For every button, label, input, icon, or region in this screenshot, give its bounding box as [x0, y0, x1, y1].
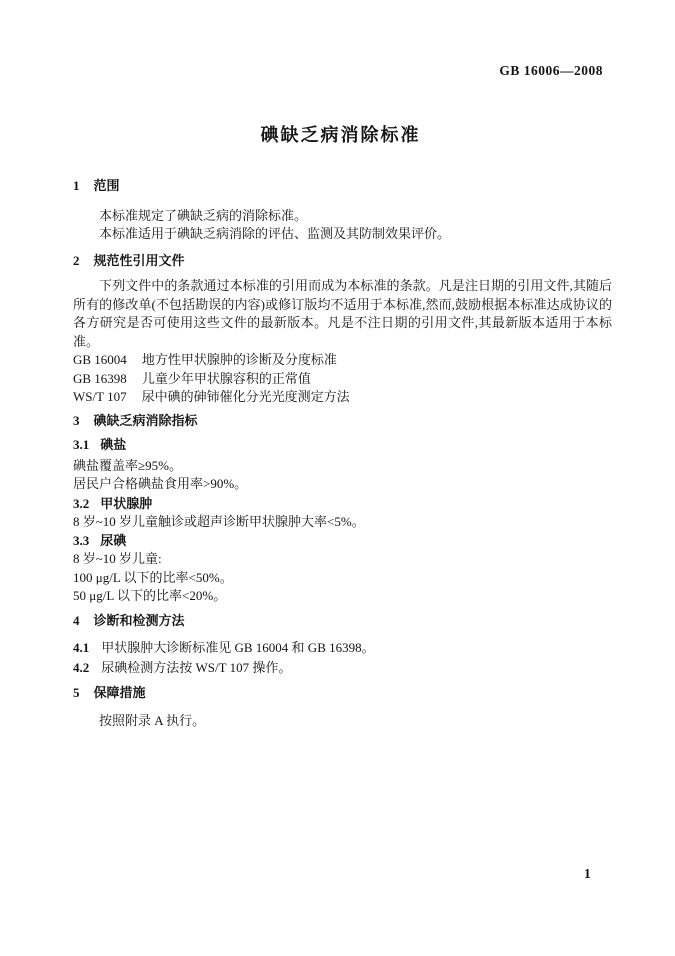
section-title: 保障措施: [93, 685, 146, 700]
subsection-3-1-heading: [73, 436, 612, 455]
section-number: 3: [73, 412, 80, 428]
standard-number: GB 16006—2008: [499, 63, 603, 78]
indicator-line: 居民户合格碘盐食用率>90%。: [73, 476, 248, 491]
indicator-line: 碘盐覆盖率≥95%。: [73, 457, 182, 473]
section-title: 碘缺乏病消除指标: [93, 412, 198, 428]
subsection-3-2-heading: [73, 495, 612, 514]
reference-code: WS/T 107: [73, 389, 127, 404]
subsection-title: 尿碘: [100, 532, 127, 548]
document-body: [73, 177, 612, 730]
subsection-number: 3.1: [73, 437, 90, 452]
paragraph: 按照附录 A 执行。: [99, 712, 206, 728]
section-number: 1: [73, 178, 80, 193]
reference-item: [73, 388, 612, 407]
reference-code: GB 16398: [73, 370, 127, 386]
clause: [73, 639, 612, 658]
indicator-line: 50 μg/L 以下的比率<20%。: [73, 588, 227, 603]
reference-code: GB 16004: [73, 352, 127, 367]
section-number: 2: [73, 252, 80, 268]
section-title: 规范性引用文件: [93, 252, 185, 268]
subsection-3-3-heading: [73, 532, 612, 551]
reference-name: 尿中碘的砷铈催化分光光度测定方法: [141, 389, 350, 404]
reference-name: 儿童少年甲状腺容积的正常值: [141, 370, 311, 386]
paragraph: 下列文件中的条款通过本标准的引用而成为本标准的条款。凡是注日期的引用文件,其随后所有的修改单(不包括勘误的内容)或修订版均不适用于本标准,然而,鼓励根据本标准达成协议的各方研究是否可使用这些文件的最新版本。凡是不注日期的引用文件,其最新版本适用于本标准。: [73, 278, 612, 349]
subsection-title: 碘盐: [100, 437, 127, 452]
page-number: 1: [584, 866, 591, 881]
paragraph: 本标准规定了碘缺乏病的消除标准。: [99, 207, 308, 223]
clause-number: 4.1: [73, 640, 90, 655]
document-title: 碘缺乏病消除标准: [260, 125, 421, 145]
section-2-heading: [73, 252, 612, 271]
subsection-number: 3.2: [73, 495, 90, 511]
subsection-number: 3.3: [73, 532, 90, 548]
section-5-heading: [73, 684, 612, 703]
paragraph: 本标准适用于碘缺乏病消除的评估、监测及其防制效果评价。: [99, 226, 451, 241]
subsection-title: 甲状腺肿: [100, 495, 153, 511]
section-4-heading: [73, 612, 612, 631]
section-number: 5: [73, 685, 80, 700]
indicator-line: 100 μg/L 以下的比率<50%。: [73, 569, 233, 585]
clause: [73, 659, 612, 678]
clause-text: 甲状腺肿大诊断标准见 GB 16004 和 GB 16398。: [101, 640, 375, 655]
clause-text: 尿碘检测方法按 WS/T 107 操作。: [101, 659, 292, 675]
reference-name: 地方性甲状腺肿的诊断及分度标准: [141, 352, 337, 367]
indicator-line: 8 岁~10 岁儿童:: [73, 551, 162, 566]
reference-item: [73, 370, 612, 389]
clause-number: 4.2: [73, 659, 90, 675]
section-3-heading: [73, 412, 612, 431]
section-title: 诊断和检测方法: [93, 612, 185, 628]
indicator-line: 8 岁~10 岁儿童触诊或超声诊断甲状腺肿大率<5%。: [73, 514, 365, 529]
section-1-heading: [73, 177, 612, 196]
section-number: 4: [73, 612, 80, 628]
section-title: 范围: [93, 178, 120, 193]
reference-item: [73, 351, 612, 370]
